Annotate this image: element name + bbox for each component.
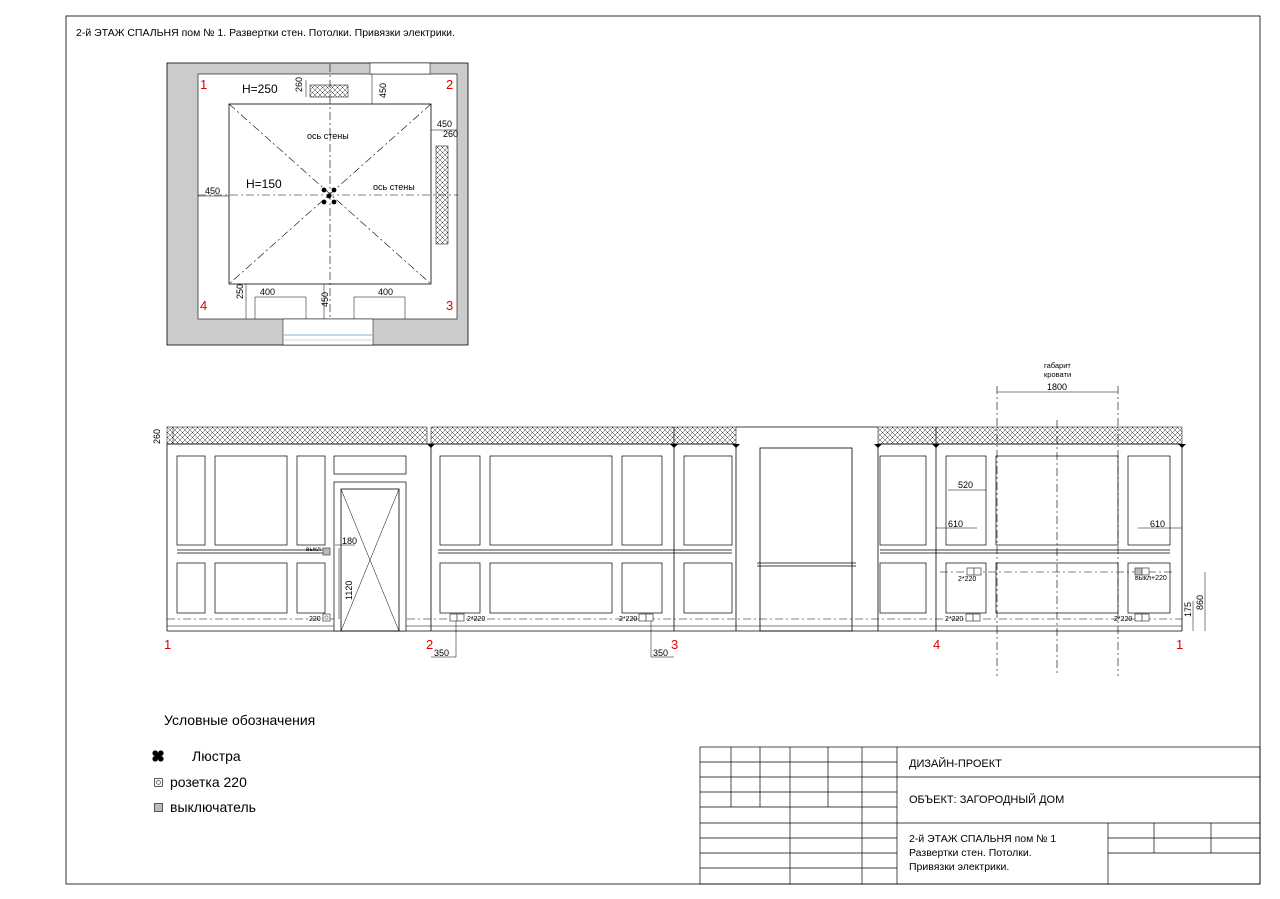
- elev-dim-860: 860: [1195, 594, 1205, 610]
- plan-corner-3: 3: [446, 298, 454, 313]
- switch-icon: [150, 799, 166, 815]
- cornice-band-1: [167, 427, 427, 444]
- plan-corner-4: 4: [200, 298, 208, 313]
- plan-dim-450-right: 450: [437, 119, 453, 129]
- switch-icon: [1135, 568, 1149, 575]
- plan-dim-400-left: 400: [260, 287, 276, 297]
- socket-label-4: 2*220: [958, 576, 977, 583]
- sheet-line-2: Развертки стен. Потолки.: [909, 847, 1032, 859]
- plan-dim-450-bottom: 450: [320, 291, 330, 307]
- window-top: [370, 63, 430, 74]
- elev-marker-4: 4: [933, 637, 941, 652]
- wall-panel: [490, 456, 612, 545]
- wall-panel: [622, 456, 662, 545]
- wall-panel: [880, 456, 926, 545]
- wall-panel: [215, 456, 287, 545]
- wall-elevation: [152, 361, 1205, 676]
- bed-label-2: кровати: [1044, 370, 1072, 379]
- elev-dim-350-left: 350: [434, 648, 450, 658]
- elev-marker-2: 2: [426, 637, 434, 652]
- socket-label-2: 2*220: [467, 616, 486, 623]
- legend-item-socket: [150, 774, 247, 790]
- title-block-text: [700, 747, 1260, 884]
- wall-panel: [946, 456, 986, 545]
- wall-panel: [684, 456, 732, 545]
- legend: [150, 708, 410, 828]
- wall-axis-label-right: ось стены: [373, 182, 415, 192]
- bed-label-1: габарит: [1044, 361, 1071, 370]
- sheet-line-3: Привязки электрики.: [909, 861, 1010, 873]
- socket-label-5: 2*220: [945, 616, 964, 623]
- wall-panel: [684, 563, 732, 613]
- cornice-band-3: [674, 427, 736, 444]
- ceiling-plan: [167, 63, 468, 345]
- project-label: ДИЗАЙН-ПРОЕКТ: [909, 758, 1002, 770]
- socket-icon: [966, 614, 980, 621]
- plan-dim-400-right: 400: [378, 287, 394, 297]
- elev-dim-180: 180: [342, 536, 358, 546]
- elev-dim-520: 520: [958, 480, 974, 490]
- switch-label: выкл: [306, 546, 321, 553]
- wall-axis-label-top: ось стены: [307, 131, 349, 141]
- plan-dim-450-left: 450: [205, 186, 221, 196]
- plan-dim-260-right: 260: [443, 129, 459, 139]
- elev-marker-3: 3: [671, 637, 679, 652]
- socket-icon: [639, 614, 653, 621]
- light-strip-right: [436, 146, 448, 244]
- door-frame: [334, 482, 406, 631]
- wall-panel: [177, 563, 205, 613]
- socket-label-3: 2*220: [619, 616, 638, 623]
- socket-icon: [1135, 614, 1149, 621]
- wall-panel: [490, 563, 612, 613]
- plan-corner-2: 2: [446, 77, 454, 92]
- wall-panel: [297, 563, 325, 613]
- legend-title: Условные обозначения: [164, 712, 316, 728]
- switch-icon: [323, 548, 330, 555]
- wall-panel: [1128, 456, 1170, 545]
- bed-dim: 1800: [1047, 382, 1068, 392]
- elev-dim-610-right: 610: [1150, 519, 1166, 529]
- switch-socket-label: выкл+220: [1135, 575, 1167, 582]
- wall-panel: [440, 563, 480, 613]
- height-label-inner: H=150: [246, 177, 282, 191]
- socket-label-1: 220: [309, 616, 321, 623]
- socket-icon: [450, 614, 464, 621]
- elev-dim-350-right: 350: [653, 648, 669, 658]
- object-label: ОБЪЕКТ: ЗАГОРОДНЫЙ ДОМ: [909, 794, 1065, 806]
- elev-dim-175: 175: [1183, 601, 1193, 617]
- elev-dim-1120: 1120: [344, 580, 354, 600]
- height-label-outer: H=250: [242, 82, 278, 96]
- plan-dim-250-bottom: 250: [235, 283, 245, 299]
- sheet-title: 2-й ЭТАЖ СПАЛЬНЯ пом № 1. Развертки стен. Потолки. Привязки электрики.: [76, 27, 455, 39]
- legend-item-switch: [150, 799, 256, 815]
- elev-dim-610-left: 610: [948, 519, 964, 529]
- cornice-band-4: [878, 427, 936, 444]
- wall-panel: [440, 456, 480, 545]
- legend-item-chandelier: [150, 748, 241, 764]
- door-transom: [334, 456, 406, 474]
- light-strip-top: [310, 85, 348, 97]
- elev-marker-1-end: 1: [1176, 637, 1184, 652]
- wall-panel: [297, 456, 325, 545]
- legend-label: Люстра: [192, 748, 241, 764]
- socket-label-6: 2*220: [1114, 616, 1133, 623]
- socket-icon: [323, 614, 330, 621]
- door-opening: [283, 319, 373, 345]
- socket-icon: [150, 774, 166, 790]
- wall-panel: [622, 563, 662, 613]
- sheet-line-1: 2-й ЭТАЖ СПАЛЬНЯ пом № 1: [909, 833, 1057, 845]
- socket-icon: [967, 568, 981, 575]
- wall-panel: [880, 563, 926, 613]
- legend-label: розетка 220: [170, 774, 247, 790]
- plan-corner-1: 1: [200, 77, 208, 92]
- plan-dim-450-top: 450: [378, 82, 388, 98]
- wall-panel: [177, 456, 205, 545]
- cornice-dim: 260: [152, 428, 162, 444]
- window-niche: [760, 448, 852, 631]
- cornice-band-2: [431, 427, 674, 444]
- cornice-band-5: [936, 427, 1182, 444]
- legend-label: выключатель: [170, 799, 256, 815]
- plan-dim-260-top: 260: [294, 76, 304, 92]
- chandelier-icon: [150, 748, 166, 764]
- elev-marker-1: 1: [164, 637, 172, 652]
- wall-panel: [215, 563, 287, 613]
